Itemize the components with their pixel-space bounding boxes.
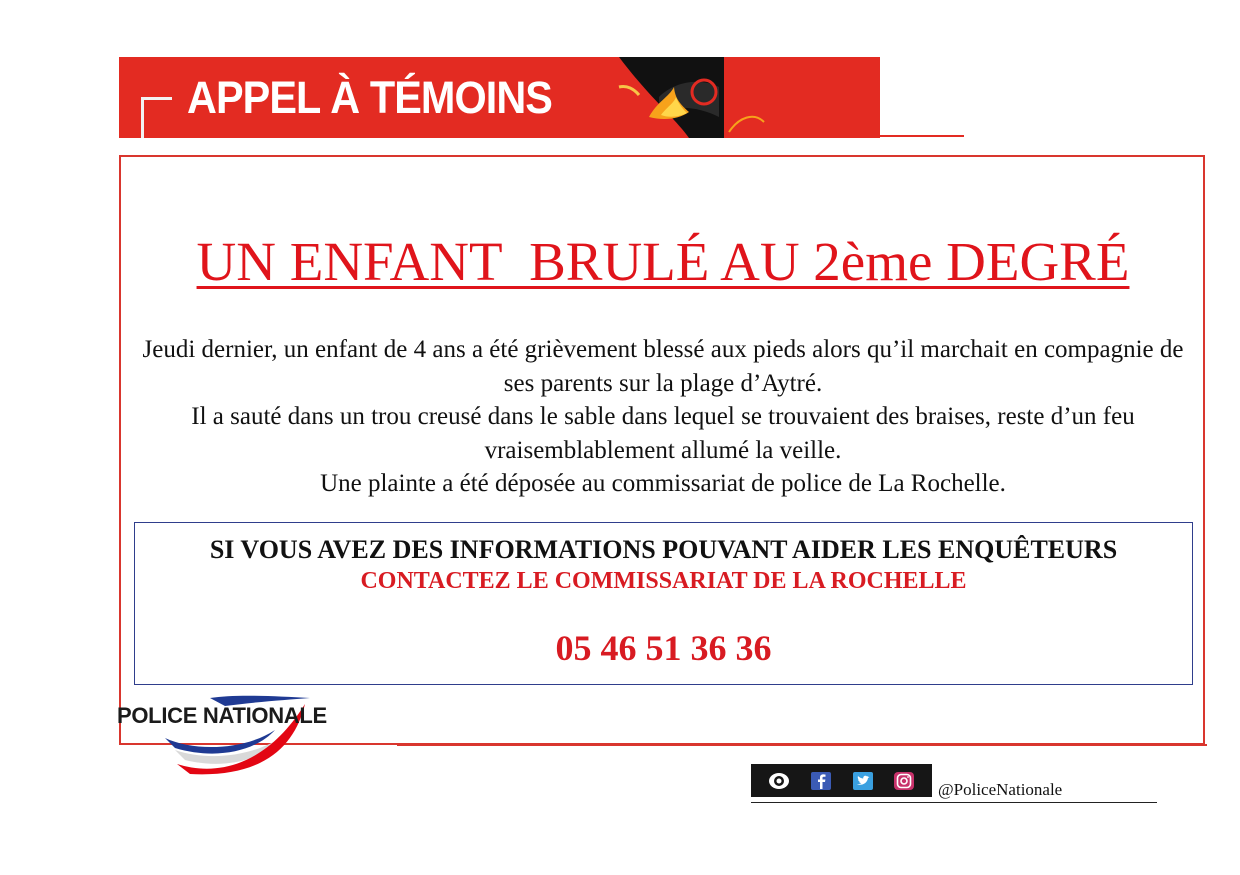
- banner-underline: [726, 135, 964, 137]
- body-paragraph-1: Jeudi dernier, un enfant de 4 ans a été grièvement blessé aux pieds alors qu’il marchait en compagnie de ses parents sur la plage d’Aytré.: [142, 336, 1184, 397]
- headline: UN ENFANT BRULÉ AU 2ème DEGRÉ: [196, 231, 1130, 292]
- body-paragraph-2: Il a sauté dans un trou creusé dans le sable dans lequel se trouvaient des braises, reste d’un feu vraisemblablement allumé la veille.: [191, 403, 1135, 464]
- contact-info-box: [134, 522, 1193, 685]
- fire-illustration: [579, 57, 880, 138]
- web-icon[interactable]: [768, 772, 790, 790]
- police-nationale-logo: [115, 690, 385, 780]
- social-handle[interactable]: @PoliceNationale: [938, 780, 1063, 799]
- social-bar: [751, 764, 932, 797]
- info-appeal-text: SI VOUS AVEZ DES INFORMATIONS POUVANT AIDER LES ENQUÊTEURS: [209, 535, 1118, 564]
- body-paragraph-3: Une plainte a été déposée au commissariat de police de La Rochelle.: [320, 470, 1006, 497]
- banner-corner-mark: [141, 97, 172, 138]
- twitter-icon[interactable]: [852, 772, 874, 790]
- handle-underline: [751, 802, 1157, 803]
- instagram-icon[interactable]: [893, 772, 915, 790]
- body-text: [126, 333, 1200, 501]
- facebook-icon[interactable]: [810, 772, 832, 790]
- footer-divider: [397, 744, 1207, 746]
- phone-number[interactable]: 05 46 51 36 36: [555, 628, 772, 668]
- banner-title: APPEL À TÉMOINS: [187, 72, 552, 123]
- info-contact-text: CONTACTEZ LE COMMISSARIAT DE LA ROCHELLE: [360, 568, 967, 594]
- logo-text: POLICE NATIONALE: [117, 703, 327, 728]
- header-banner: [119, 57, 880, 138]
